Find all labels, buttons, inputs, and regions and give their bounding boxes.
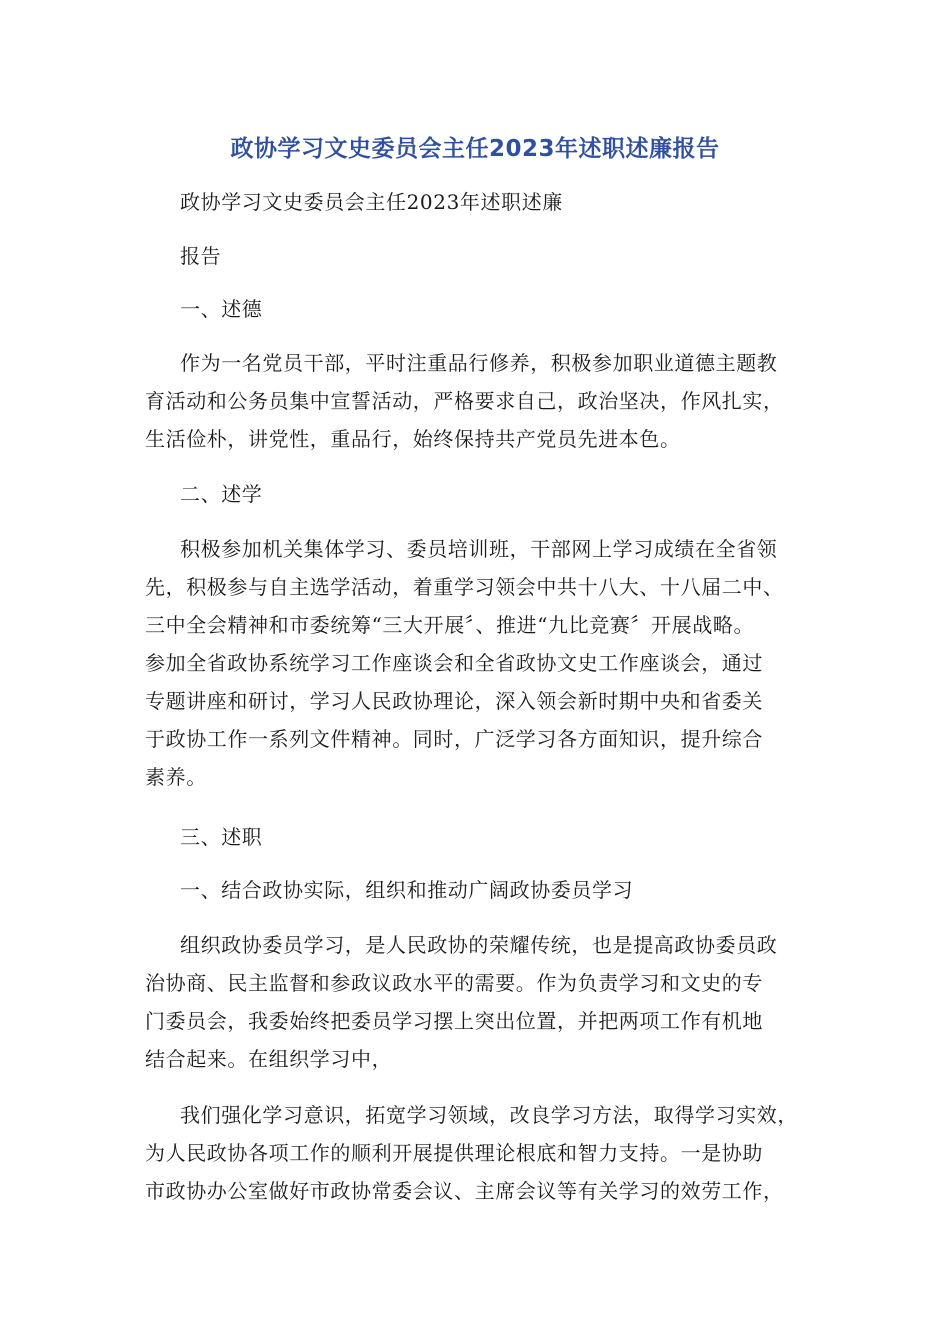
- paragraph-line: 参加全省政协系统学习工作座谈会和全省政协文史工作座谈会，通过: [145, 651, 763, 675]
- paragraph-line: 市政协办公室做好市政协常委会议、主席会议等有关学习的效劳工作，: [145, 1179, 784, 1203]
- paragraph-line: 专题讲座和研讨，学习人民政协理论，深入领会新时期中央和省委关: [145, 689, 763, 713]
- paragraph-line: 先，积极参与自主选学活动，着重学习领会中共十八大、十八届二中、: [145, 575, 784, 599]
- paragraph-line: 为人民政协各项工作的顺利开展提供理论根底和智力支持。一是协助: [145, 1141, 763, 1165]
- section-heading-de: 一、述德: [180, 297, 263, 321]
- subtitle-line-2: 报告: [180, 244, 222, 268]
- paragraph-line: 生活俭朴，讲党性，重品行，始终保持共产党员先进本色。: [145, 427, 681, 451]
- paragraph-line: 门委员会，我委始终把委员学习摆上突出位置，并把两项工作有机地: [145, 1009, 763, 1033]
- paragraph-line: 三中全会精神和市委统筹“三大开展〞、推进“九比竞赛〞开展战略。: [145, 613, 755, 637]
- paragraph-line: 素养。: [145, 765, 207, 789]
- document-title: 政协学习文史委员会主任2023年述职述廉报告: [230, 136, 720, 162]
- paragraph-line: 我们强化学习意识，拓宽学习领域，改良学习方法，取得学习实效，: [180, 1103, 798, 1127]
- paragraph-line: 育活动和公务员集中宣誓活动，严格要求自己，政治坚决，作风扎实，: [145, 389, 784, 413]
- subtitle-line-1: 政协学习文史委员会主任2023年述职述廉: [180, 190, 563, 214]
- paragraph-line: 于政协工作一系列文件精神。同时，广泛学习各方面知识，提升综合: [145, 727, 763, 751]
- paragraph-line: 治协商、民主监督和参政议政水平的需要。作为负责学习和文史的专: [145, 971, 763, 995]
- section-heading-zhi: 三、述职: [180, 825, 263, 849]
- paragraph-line: 组织政协委员学习，是人民政协的荣耀传统，也是提高政协委员政: [180, 933, 778, 957]
- paragraph-line: 结合起来。在组织学习中，: [145, 1047, 393, 1071]
- paragraph-line: 作为一名党员干部，平时注重品行修养，积极参加职业道德主题教: [180, 351, 778, 375]
- section-heading-xue: 二、述学: [180, 482, 263, 506]
- paragraph-line: 积极参加机关集体学习、委员培训班，干部网上学习成绩在全省领: [180, 537, 778, 561]
- subsection-heading: 一、结合政协实际，组织和推动广阔政协委员学习: [180, 878, 634, 902]
